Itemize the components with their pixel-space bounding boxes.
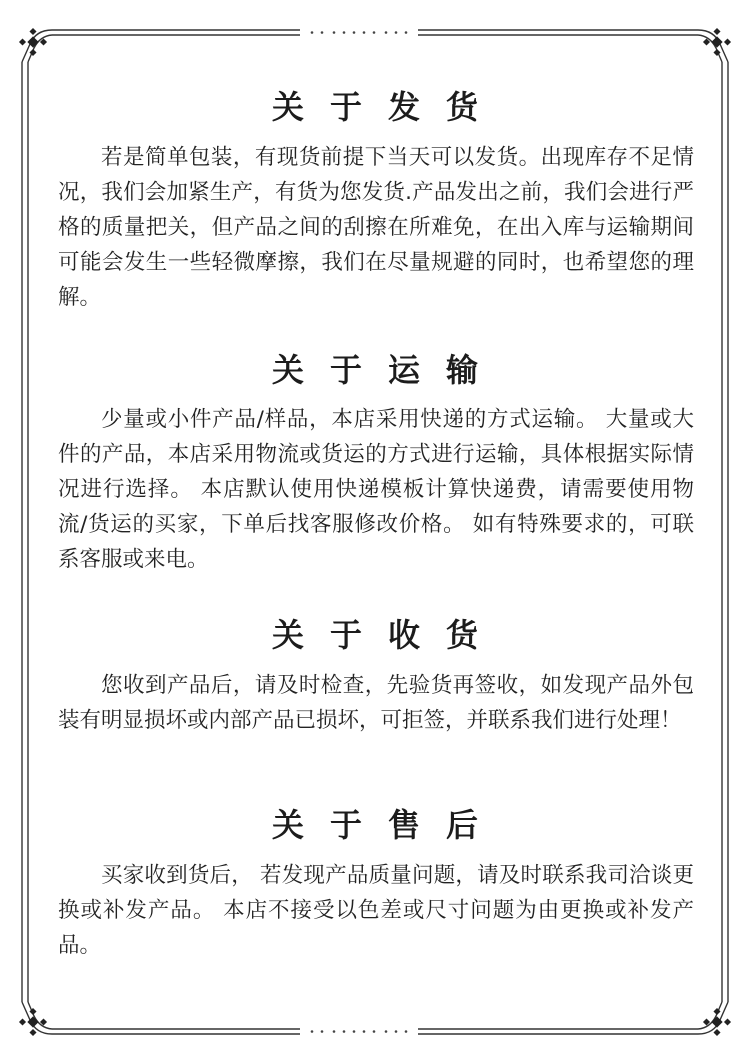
section-title-after-sales: 关于售后 (271, 806, 504, 844)
section-body-after-sales: 买家收到货后， 若发现产品质量问题，请及时联系我司洽谈更换或补发产品。 本店不接受以色差或尺寸问题为由更换或补发产品。 (58, 863, 694, 958)
section-body-transport: 少量或小件产品/样品，本店采用快递的方式运输。 大量或大件的产品，本店采用物流或货运的方式进行运输，具体根据实际情况进行选择。 本店默认使用快递模板计算快递费，请需要使用物流/货运的买家，下单后找客服修改价格。 如有特殊要求的，可联系客服或来电。 (58, 407, 694, 572)
section-title-transport: 关于运输 (271, 351, 504, 389)
section-title-receiving: 关于收货 (271, 616, 504, 654)
section-title-shipping: 关于发货 (271, 88, 504, 126)
section-body-shipping: 若是简单包装，有现货前提下当天可以发货。出现库存不足情况，我们会加紧生产，有货为您发货.产品发出之前，我们会进行严格的质量把关，但产品之间的刮擦在所难免，在出入库与运输期间可能会发生一些轻微摩擦，我们在尽量规避的同时，也希望您的理解。 (58, 145, 694, 310)
section-body-receiving: 您收到产品后，请及时检查，先验货再签收，如发现产品外包装有明显损坏或内部产品已损坏，可拒签，并联系我们进行处理！ (58, 673, 694, 733)
